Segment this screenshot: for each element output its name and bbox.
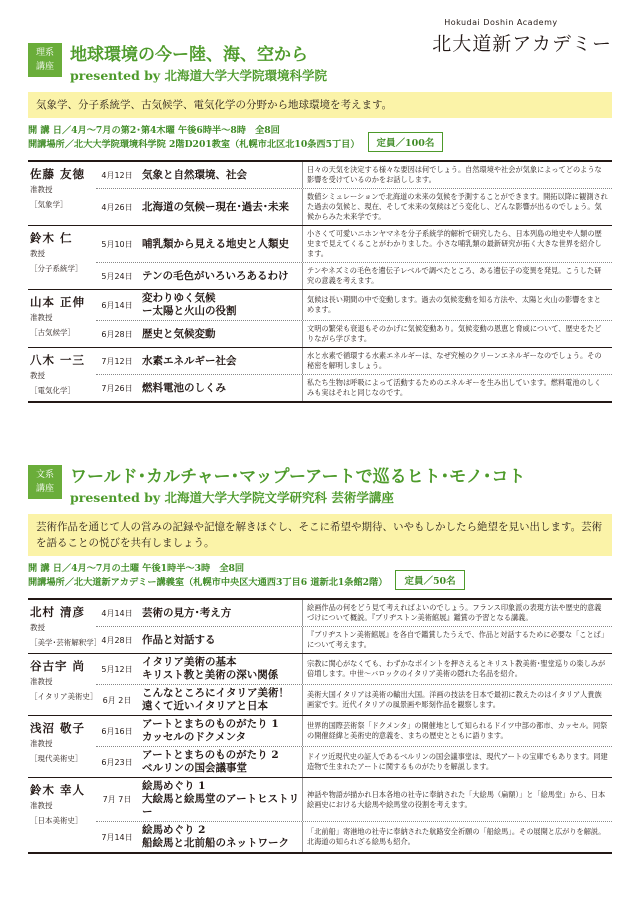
session-title-cell [138,162,302,188]
session-date: 6月28日 [101,329,133,339]
lecturer-title: 教授 [30,249,45,258]
section-title: ワールド･カルチャー･マップーアートで巡るヒト･モノ･コト [70,467,526,487]
lecturer-group [28,654,612,716]
lecture-session [96,747,612,777]
session-title-cell [138,716,302,746]
lecturer-group [28,162,612,226]
brand-japanese: 北大道新アカデミー [432,33,612,55]
badge-line: 講座 [35,484,54,494]
lecturer-title: 准教授 [30,677,53,686]
schedule-info [28,562,612,590]
brand-english: Hokudai Doshin Academy [444,18,558,27]
session-date: 5月12日 [101,664,133,674]
session-date: 6月 2日 [102,695,132,705]
lecturer-group [28,716,612,778]
session-title: 作品と対話する [142,633,216,646]
session-title-cell [138,627,302,653]
lecturer-field: ［電気化学］ [30,386,75,395]
lecturer-info [28,290,96,347]
session-date: 4月14日 [101,608,133,618]
session-description: 日々の天気を決定する様々な要因は何でしょう。自然環境や社会が気象によってどのような影響を受けているのかをお話しします。 [302,162,612,188]
lecturer-field: ［気象学］ [30,200,68,209]
lecture-session [96,375,612,401]
lecture-session [96,600,612,627]
session-date: 7月 7日 [102,795,132,804]
session-date: 5月24日 [101,271,133,281]
session-title: アートとまちのものがたり 1 カッセルのドクメンタ [142,718,279,743]
lecturer-field: ［古気候学］ [30,328,75,337]
lecture-table [28,598,612,854]
session-title: イタリア美術の基本 キリスト教と美術の深い関係 [142,656,279,681]
presented-by: presented by 北海道大学大学院環境科学院 [70,68,328,83]
session-date: 4月12日 [101,170,133,180]
session-title-cell [138,685,302,715]
lecturer-field: ［現代美術史］ [30,754,83,763]
section-title: 地球環境の今ー陸、海、空から [70,45,308,65]
lecturer-info [28,778,96,852]
session-title: 芸術の見方･考え方 [142,606,232,619]
session-description: ドイツ近現代史の証人であるベルリンの国会議事堂は、現代アートの宝庫でもあります。同建造物で生まれたアートに関するものがたりを解説します。 [302,747,612,777]
course-type-badge [28,465,62,499]
lecture-table [28,160,612,403]
badge-line: 文系 [35,470,54,480]
session-date: 7月14日 [101,832,133,842]
course-type-badge [28,43,62,77]
session-title-cell [138,375,302,401]
lecturer-title: 教授 [30,623,45,632]
lecturer-title: 准教授 [30,185,53,194]
schedule-dates: 開 講 日／4月〜7月の第2･第4木曜 午後6時半〜8時 全8回 [28,125,280,136]
lecturer-name: 鈴木 幸人 [30,783,86,797]
session-date: 7月26日 [101,383,133,393]
session-title: 燃料電池のしくみ [142,381,226,394]
lecturer-title: 准教授 [30,801,53,810]
lecture-session [96,348,612,375]
session-title: 気象と自然環境、社会 [142,168,247,181]
session-title-cell [138,822,302,852]
lecture-session [96,189,612,225]
lecturer-info [28,654,96,715]
session-title: こんなところにイタリア美術！ 遠くて近いイタリアと日本 [142,687,289,712]
schedule-venue: 開講場所／北大道新アカデミー講義室（札幌市中央区大通西3丁目6 道新北1条館2階） [28,577,388,588]
section-lead: 芸術作品を通じて人の営みの記録や記憶を解きほぐし、そこに希望や期待、いやもしかしたら絶望を見い出します。芸術を語ることの悦びを共有しましょう。 [28,514,612,556]
lecturer-field: ［イタリア美術史］ [30,692,98,701]
lecturer-info [28,162,96,225]
lecture-session [96,716,612,747]
lecturer-info [28,226,96,289]
lecturer-group [28,290,612,348]
lecturer-field: ［美学･芸術解釈学］ [30,638,102,647]
lecturer-title: 准教授 [30,313,53,322]
lecture-session [96,321,612,347]
capacity-box: 定員／100名 [368,132,444,152]
session-title-cell [138,290,302,320]
lecturer-title: 准教授 [30,739,53,748]
lecture-session [96,627,612,653]
schedule-dates: 開 講 日／4月〜7月の土曜 午後1時半〜3時 全8回 [28,563,245,574]
session-title-cell [138,263,302,289]
session-description: 世界的国際芸術祭「ドクメンタ」の開催地として知られるドイツ中部の都市、カッセル。同祭の開催経緯と美術史的意義を、まちの歴史とともに語ります。 [302,716,612,746]
session-title: 絵馬めぐり 1 大絵馬と絵馬堂のアートヒストリー [142,780,300,818]
badge-line: 講座 [35,62,54,72]
session-description: 神話や物語が描かれ日本各地の社寺に奉納された「大絵馬（扁額）」と「絵馬堂」から、日本絵画史における大絵馬や絵馬堂の役割を考えます。 [302,778,612,821]
session-date: 7月12日 [101,356,133,366]
session-date: 4月28日 [101,635,133,645]
session-title: 北海道の気候ー現在･過去･未来 [142,200,289,213]
science-course-section [28,40,612,403]
lecturer-group [28,348,612,401]
presented-by: presented by 北海道大学大学院文学研究科 芸術学講座 [70,490,394,505]
session-date: 5月10日 [101,239,133,249]
session-title: 哺乳類から見える地史と人類史 [142,237,289,250]
section-header [28,40,612,84]
lecturer-name: 谷古宇 尚 [30,659,86,673]
session-date: 4月26日 [101,202,133,212]
lecture-session [96,162,612,189]
session-description: 気候は長い期間の中で変動します。過去の気候変動を知る方法や、太陽と火山の影響をまとめます。 [302,290,612,320]
lecture-session [96,654,612,685]
lecturer-name: 鈴木 仁 [30,231,73,245]
session-title-cell [138,348,302,374]
schedule-venue: 開講場所／北大大学院環境科学院 2階D201教室（札幌市北区北10条西5丁目） [28,139,360,150]
session-description: 「北前船」寄港地の社寺に奉納された航路安全祈願の「船絵馬」。その展開と広がりを解説。北海道の知られざる絵馬も紹介。 [302,822,612,852]
lecture-session [96,822,612,852]
session-title-cell [138,226,302,262]
lecturer-field: ［日本美術史］ [30,816,83,825]
session-date: 6月14日 [101,300,133,310]
section-header [28,462,612,506]
lecturer-name: 山本 正伸 [30,295,86,309]
lecturer-info [28,348,96,401]
lecture-session [96,778,612,822]
session-description: 『ブリヂストン美術館展』を各自で鑑賞したうえで、作品と対話するために必要な「ことば」について考えます。 [302,627,612,653]
session-date: 6月23日 [101,757,133,767]
session-title-cell [138,778,302,821]
session-title: 水素エネルギー社会 [142,354,237,367]
session-description: 美術大国イタリアは美術の輸出大国。洋画の技法を日本で最初に教えたのはイタリア人貴族画家です。近代イタリアの風景画や彫刻作品を観察します。 [302,685,612,715]
lecturer-info [28,600,102,653]
session-title: 変わりゆく気候 ー太陽と火山の役割 [142,292,237,317]
lecturer-field: ［分子系統学］ [30,264,83,273]
lecture-session [96,685,612,715]
session-description: 小さくて可愛いニホンヤマネを分子系統学的解析で研究したら、日本列島の地史や人類の歴史まで見えてくることがわかりました。小さな哺乳類の最新研究が拓く大きな世界を紹介します。 [302,226,612,262]
lecturer-name: 八木 一三 [30,353,86,367]
session-date: 6月16日 [101,726,133,736]
session-title-cell [138,654,302,684]
capacity-box: 定員／50名 [395,570,464,590]
session-description: 水と水素で循環する水素エネルギーは、なぜ究極のクリーンエネルギーなのでしょう。その秘密を解明しましょう。 [302,348,612,374]
session-title: テンの毛色がいろいろあるわけ [142,269,289,282]
session-title: 歴史と気候変動 [142,327,216,340]
lecturer-info [28,716,96,777]
session-description: 数値シミュレーションで北海道の未来の気候を予測することができます。開拓以降に観測された過去の気候と、現在、そして未来の気候はどう変化し、どんな影響が出るのでしょう。気候からみた未来学です。 [302,189,612,225]
lecture-session [96,226,612,263]
lecturer-group [28,226,612,290]
section-lead: 気象学、分子系統学、古気候学、電気化学の分野から地球環境を考えます。 [28,92,612,118]
lecturer-name: 佐藤 友徳 [30,167,86,181]
session-description: テンやネズミの毛色を遺伝子レベルで調べたところ、ある遺伝子の変異を発見。こうした研究の意義を考えます。 [302,263,612,289]
session-title-cell [138,321,302,347]
humanities-course-section [28,462,612,854]
lecturer-group [28,778,612,852]
session-title-cell [138,189,302,225]
session-description: 私たち生物は呼吸によって活動するためのエネルギーを生み出しています。燃料電池のしくみも実はそれと同じなのです。 [302,375,612,401]
session-description: 宗教に関心がなくても、わずかなポイントを押さえるとキリスト教美術･聖堂巡りの楽しみが倍増します。中世〜バロックのイタリア美術の隠れた名品を紹介。 [302,654,612,684]
lecturer-title: 教授 [30,371,45,380]
badge-line: 理系 [35,48,54,58]
lecturer-name: 北村 清彦 [30,605,86,619]
lecture-session [96,263,612,289]
session-description: 絵画作品の何をどう見て考えればよいのでしょう。フランス印象派の表現方法や歴史的意義づけについて概説。『ブリヂストン美術館展』鑑賞の予習となる講義。 [302,600,612,626]
session-description: 文明の繁栄も衰退もそのかげに気候変動あり。気候変動の恩恵と脅威について、歴史をたどりながら学びます。 [302,321,612,347]
schedule-info [28,124,612,152]
session-title-cell [138,600,302,626]
lecturer-name: 浅沼 敬子 [30,721,86,735]
session-title: 絵馬めぐり 2 船絵馬と北前船のネットワーク [142,824,289,849]
session-title: アートとまちのものがたり 2 ベルリンの国会議事堂 [142,749,279,774]
lecture-session [96,290,612,321]
lecturer-group [28,600,612,654]
session-title-cell [138,747,302,777]
